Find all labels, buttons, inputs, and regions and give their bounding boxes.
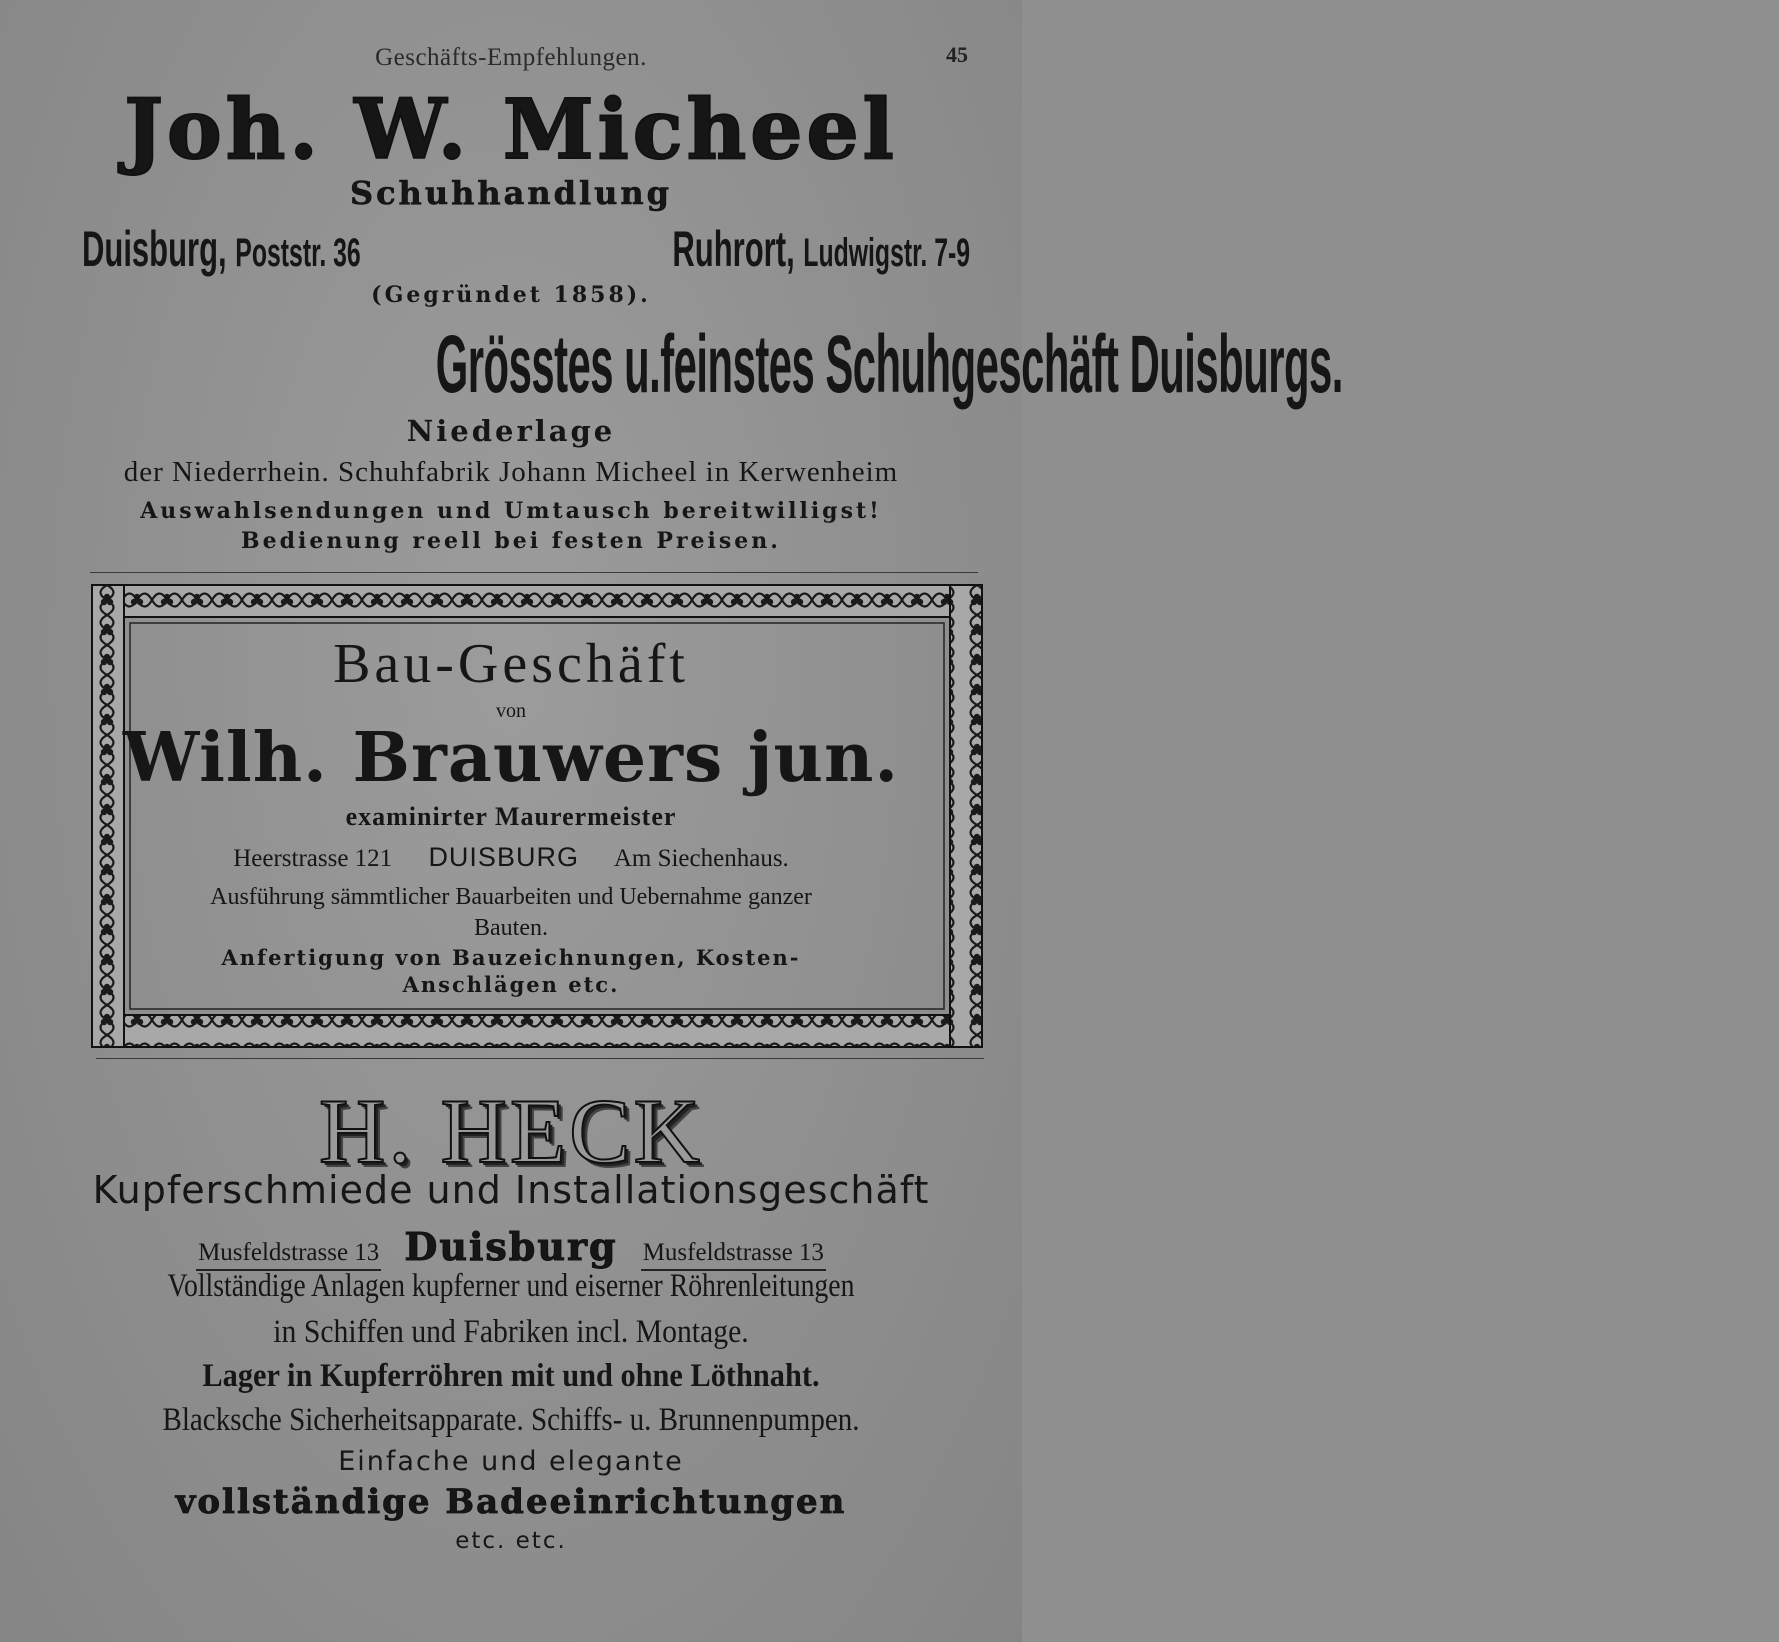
micheel-address-duisburg bbox=[82, 220, 361, 278]
heck-address-street-left: Musfeldstrasse 13 bbox=[196, 1239, 381, 1271]
micheel-slogan: Grösstes u.feinstes Schuhgeschäft Duisburgs. bbox=[435, 319, 1343, 410]
micheel-niederlage: Niederlage bbox=[406, 414, 616, 448]
heck-line-6: vollständige Badeeinrichtungen bbox=[175, 1482, 847, 1522]
micheel-founded: (Gegründet 1858). bbox=[371, 282, 651, 308]
heck-address-city: Duisburg bbox=[404, 1224, 618, 1269]
brauwers-line-1: Ausführung sämmtlicher Bauarbeiten und Uebernahme ganzer bbox=[210, 884, 812, 910]
micheel-auswahl-line: Auswahlsendungen und Umtausch bereitwilligst! bbox=[140, 498, 882, 524]
micheel-address-duisburg-street: Poststr. 36 bbox=[235, 231, 361, 275]
micheel-slogan-wrap bbox=[0, 318, 1343, 412]
heck-address bbox=[0, 1224, 1022, 1271]
brauwers-title: Bau-Geschäft bbox=[333, 633, 689, 695]
heck-company-name: H. HECK bbox=[319, 1080, 703, 1182]
brauwers-line-2: Bauten. bbox=[474, 915, 548, 941]
brauwers-profession: examinirter Maurermeister bbox=[345, 802, 677, 831]
brauwers-address-extra: Am Siechenhaus. bbox=[613, 845, 789, 872]
micheel-address-duisburg-city: Duisburg, bbox=[82, 221, 227, 277]
heck-line-2: in Schiffen und Fabriken incl. Montage. bbox=[273, 1314, 749, 1350]
brauwers-line-4: Anschlägen etc. bbox=[402, 972, 620, 997]
page-number: 45 bbox=[946, 42, 968, 67]
micheel-factory-line: der Niederrhein. Schuhfabrik Johann Micheel in Kerwenheim bbox=[123, 456, 899, 488]
heck-line-7: etc. etc. bbox=[455, 1528, 567, 1554]
heck-line-3: Lager in Kupferröhren mit und ohne Löthnaht. bbox=[202, 1358, 820, 1394]
brauwers-address-city: DUISBURG bbox=[428, 842, 579, 872]
heck-business-type: Kupferschmiede und Installationsgeschäft bbox=[92, 1168, 930, 1212]
running-head: Geschäfts-Empfehlungen. bbox=[375, 44, 647, 71]
micheel-company-name: Joh. W. Micheel bbox=[124, 82, 898, 178]
divider-rule-1 bbox=[90, 572, 978, 573]
heck-line-4: Blacksche Sicherheitsapparate. Schiffs- u. Brunnenpumpen. bbox=[162, 1402, 860, 1438]
micheel-address-ruhrort-city: Ruhrort, bbox=[672, 221, 795, 277]
brauwers-line-3: Anfertigung von Bauzeichnungen, Kosten- bbox=[221, 945, 801, 970]
brauwers-name: Wilh. Brauwers jun. bbox=[122, 718, 900, 798]
micheel-business-type: Schuhhandlung bbox=[349, 174, 673, 212]
micheel-address-ruhrort bbox=[672, 220, 970, 278]
micheel-address-ruhrort-street: Ludwigstr. 7-9 bbox=[803, 231, 970, 275]
brauwers-address-street: Heerstrasse 121 bbox=[233, 845, 393, 872]
heck-line-5: Einfache und elegante bbox=[338, 1446, 684, 1477]
brauwers-address bbox=[0, 842, 1022, 873]
micheel-bedienung-line: Bedienung reell bei festen Preisen. bbox=[241, 528, 781, 554]
brauwers-von: von bbox=[496, 700, 526, 722]
divider-rule-2 bbox=[96, 1058, 984, 1059]
heck-address-street-right: Musfeldstrasse 13 bbox=[641, 1239, 826, 1271]
heck-line-1: Vollständige Anlagen kupferner und eiserner Röhrenleitungen bbox=[167, 1268, 855, 1304]
